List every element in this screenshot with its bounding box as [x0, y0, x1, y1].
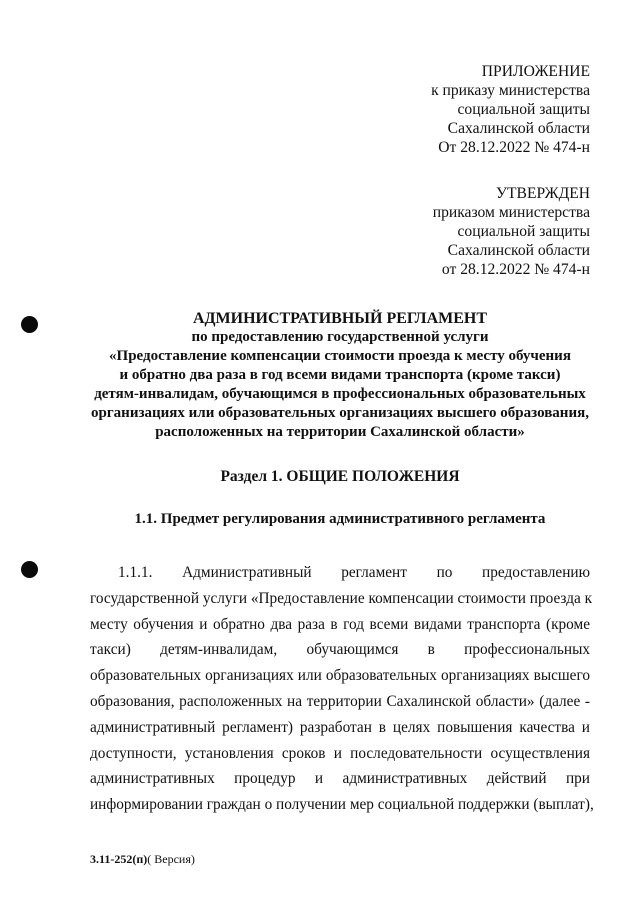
footer-doc-code	[90, 852, 195, 867]
approved-line: приказом министерства	[432, 204, 590, 221]
approved-block	[433, 184, 590, 279]
title-line: «Предоставление компенсации стоимости проезда к месту обучения	[109, 348, 571, 364]
title-line: детям-инвалидам, обучающимся в профессиональных образовательных	[94, 386, 586, 402]
title-line: и обратно два раза в год всеми видами транспорта (кроме такси)	[119, 367, 561, 383]
appendix-line: к приказу министерства	[431, 82, 590, 99]
section-heading: Раздел 1. ОБЩИЕ ПОЛОЖЕНИЯ	[220, 468, 460, 485]
paragraph-line: доступности, установления сроков и последовательности осуществления	[90, 744, 590, 762]
paragraph-line: административный регламент) разработан в целях повышения качества и	[90, 718, 590, 736]
appendix-block	[431, 62, 590, 157]
paragraph-line: административных процедур и административных действий при	[90, 770, 590, 788]
document-title	[80, 309, 600, 442]
title-line: по предоставлению государственной услуги	[191, 329, 489, 345]
paragraph-line: образовательных организациях или образовательных организациях высшего	[90, 667, 590, 685]
appendix-line: социальной защиты	[457, 101, 590, 118]
paragraph-line: образования, расположенных на территории Сахалинской области» (далее -	[90, 692, 590, 710]
paragraph-line: государственной услуги «Предоставление компенсации стоимости проезда к	[90, 589, 593, 607]
footer-version: ( Версия)	[147, 852, 195, 866]
title-line: организациях или образовательных организациях высшего образования,	[91, 405, 589, 421]
appendix-line: ПРИЛОЖЕНИЕ	[481, 63, 590, 80]
footer-code: 3.11-252(п)	[90, 852, 148, 866]
paragraph-line: такси) детям-инвалидам, обучающимся в профессиональных	[90, 641, 590, 659]
appendix-line: От 28.12.2022 № 474-н	[438, 139, 590, 156]
title-line: расположенных на территории Сахалинской области»	[155, 424, 525, 440]
paragraph-line: 1.1.1. Административный регламент по предоставлению	[118, 564, 590, 581]
paragraph-1-1-1	[90, 560, 594, 818]
punch-hole-bottom	[21, 561, 38, 578]
paragraph-line: информировании граждан о получении мер социальной поддержки (выплат),	[90, 796, 594, 814]
approved-line: от 28.12.2022 № 474-н	[441, 261, 590, 278]
approved-line: УТВЕРЖДЕН	[495, 185, 590, 202]
approved-line: социальной защиты	[457, 223, 590, 240]
appendix-line: Сахалинской области	[447, 120, 590, 137]
punch-hole-top	[21, 316, 38, 333]
title-line: АДМИНИСТРАТИВНЫЙ РЕГЛАМЕНТ	[192, 310, 488, 327]
approved-line: Сахалинской области	[447, 242, 590, 259]
paragraph-line: месту обучения и обратно два раза в год всеми видами транспорта (кроме	[90, 615, 590, 633]
subsection-heading: 1.1. Предмет регулирования административного регламента	[134, 511, 546, 527]
